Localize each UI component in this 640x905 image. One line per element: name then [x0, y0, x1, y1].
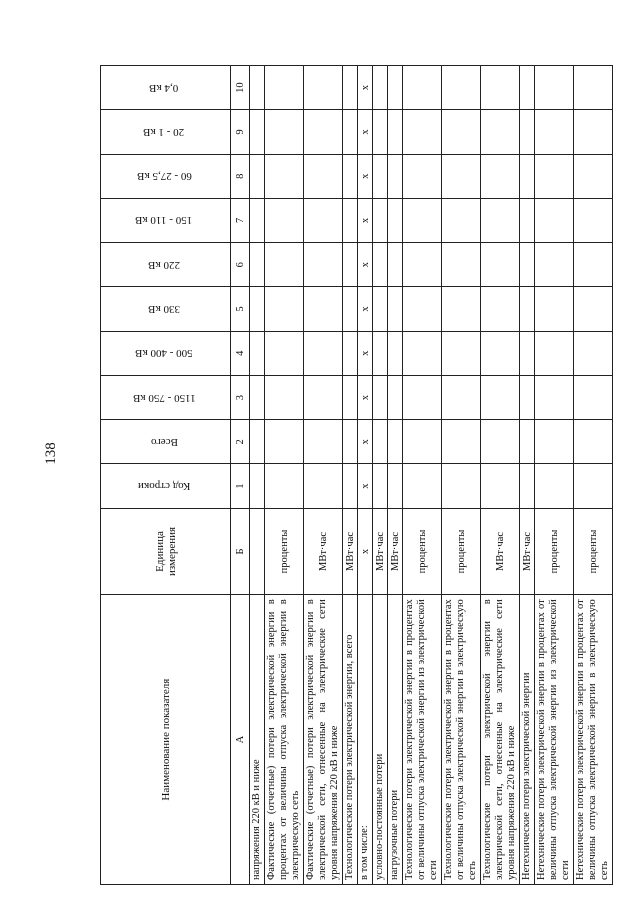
row-cell [574, 243, 613, 287]
index-cell: 8 [231, 154, 250, 198]
header-row [101, 66, 231, 885]
row-cell [373, 331, 388, 375]
header-330-label: 330 кВ [148, 303, 180, 316]
row-name: напряжения 220 кВ и ниже [250, 595, 265, 885]
row-cell [250, 375, 265, 419]
table-row [403, 66, 442, 885]
index-cell: Б [231, 508, 250, 595]
page-number: 138 [42, 442, 59, 465]
row-cell [250, 198, 265, 242]
index-cell: 6 [231, 243, 250, 287]
index-cell: 3 [231, 375, 250, 419]
row-cell [250, 420, 265, 464]
table-row [388, 66, 403, 885]
row-cell [535, 287, 574, 331]
row-cell [343, 420, 358, 464]
header-150 [101, 198, 231, 242]
row-name: в том числе: [358, 595, 373, 885]
table-row [520, 66, 535, 885]
row-cell [373, 154, 388, 198]
row-name: Нетехнические потери электрической энергии в процентах от величины отпуска электрической энергии в электрическую сеть [574, 595, 613, 885]
table-row [265, 66, 304, 885]
row-cell [388, 154, 403, 198]
row-cell [520, 331, 535, 375]
header-20 [101, 110, 231, 154]
row-unit: МВт·час [343, 508, 358, 595]
row-unit: МВт·час [388, 508, 403, 595]
table-row [535, 66, 574, 885]
row-cell [520, 287, 535, 331]
table-row [304, 66, 343, 885]
row-cell: x [358, 243, 373, 287]
row-cell [481, 464, 520, 508]
row-cell [442, 375, 481, 419]
row-unit: МВт·час [481, 508, 520, 595]
table-body [250, 66, 613, 885]
table-row [442, 66, 481, 885]
row-cell [304, 287, 343, 331]
row-cell: x [358, 110, 373, 154]
row-cell [403, 243, 442, 287]
row-cell [343, 154, 358, 198]
row-cell [265, 287, 304, 331]
row-cell [481, 66, 520, 110]
row-cell [250, 66, 265, 110]
row-cell [535, 464, 574, 508]
header-total-label: Всего [150, 435, 178, 448]
header-1150 [101, 375, 231, 419]
row-cell: x [358, 464, 373, 508]
row-cell [304, 375, 343, 419]
index-cell: 1 [231, 464, 250, 508]
row-cell [388, 198, 403, 242]
header-60-label: 60 - 27,5 кВ [136, 170, 192, 183]
row-name: Нетехнические потери электрической энергии [520, 595, 535, 885]
row-cell [250, 464, 265, 508]
row-cell [481, 110, 520, 154]
header-total [101, 420, 231, 464]
row-cell [442, 420, 481, 464]
row-unit [250, 508, 265, 595]
row-cell [442, 66, 481, 110]
row-cell [388, 375, 403, 419]
row-cell [535, 110, 574, 154]
row-cell [535, 154, 574, 198]
row-cell [373, 420, 388, 464]
row-cell: x [358, 420, 373, 464]
index-cell: 9 [231, 110, 250, 154]
header-04-label: 0,4 кВ [149, 81, 179, 94]
row-cell [265, 198, 304, 242]
row-name: Нетехнические потери электрической энергии в процентах от величины отпуска электрической энергии из электрической сети [535, 595, 574, 885]
row-unit: x [358, 508, 373, 595]
row-cell [304, 420, 343, 464]
row-unit: проценты [442, 508, 481, 595]
row-cell [442, 331, 481, 375]
row-cell [304, 243, 343, 287]
row-cell: x [358, 375, 373, 419]
row-cell [265, 420, 304, 464]
row-cell [343, 243, 358, 287]
row-cell [250, 243, 265, 287]
row-cell [388, 420, 403, 464]
header-1150-label: 1150 - 750 кВ [132, 391, 196, 404]
row-cell [388, 331, 403, 375]
row-cell [265, 331, 304, 375]
row-cell [265, 243, 304, 287]
row-cell [265, 66, 304, 110]
row-cell [250, 154, 265, 198]
header-220-label: 220 кВ [148, 258, 180, 271]
row-cell [520, 198, 535, 242]
row-cell [304, 66, 343, 110]
row-cell [442, 464, 481, 508]
row-cell [373, 375, 388, 419]
row-cell [343, 331, 358, 375]
index-cell: 7 [231, 198, 250, 242]
row-unit: МВт·час [373, 508, 388, 595]
row-cell [574, 154, 613, 198]
row-cell [265, 110, 304, 154]
row-cell [520, 464, 535, 508]
row-cell [403, 331, 442, 375]
row-cell [403, 420, 442, 464]
table-row [343, 66, 358, 885]
row-cell [520, 420, 535, 464]
row-cell [373, 243, 388, 287]
row-cell [520, 66, 535, 110]
row-cell [343, 66, 358, 110]
row-unit: МВт·час [520, 508, 535, 595]
row-cell [343, 464, 358, 508]
header-330 [101, 287, 231, 331]
row-cell [250, 331, 265, 375]
header-name: Наименование показателя [101, 595, 231, 885]
header-500-label: 500 - 400 кВ [135, 347, 193, 360]
row-cell [304, 464, 343, 508]
header-150-label: 150 - 110 кВ [135, 214, 193, 227]
row-cell [574, 420, 613, 464]
row-cell [373, 110, 388, 154]
row-cell [535, 331, 574, 375]
row-cell [250, 110, 265, 154]
row-cell [442, 243, 481, 287]
row-unit: МВт·час [304, 508, 343, 595]
index-cell: 2 [231, 420, 250, 464]
row-cell: x [358, 66, 373, 110]
row-name: Фактические (отчетные) потери электрической энергии в электрической сети, отнесенные на электрические сети уровня напряжения 220 кВ и ниже [304, 595, 343, 885]
row-cell [481, 243, 520, 287]
row-cell [520, 243, 535, 287]
row-cell [481, 375, 520, 419]
row-cell [403, 375, 442, 419]
row-cell: x [358, 198, 373, 242]
row-cell [388, 66, 403, 110]
header-code [101, 464, 231, 508]
row-cell [574, 464, 613, 508]
row-cell: x [358, 154, 373, 198]
row-unit: проценты [403, 508, 442, 595]
row-cell [574, 375, 613, 419]
row-cell [574, 66, 613, 110]
row-cell [574, 110, 613, 154]
row-cell [481, 331, 520, 375]
row-cell [442, 198, 481, 242]
row-cell [343, 375, 358, 419]
row-cell [388, 243, 403, 287]
table-row [250, 66, 265, 885]
row-cell [304, 331, 343, 375]
row-cell [481, 154, 520, 198]
row-cell [520, 154, 535, 198]
row-name: Технологические потери электрической энергии в процентах от величины отпуска электрической энергии в электрическую сеть [442, 595, 481, 885]
table-row [358, 66, 373, 885]
index-row [231, 66, 250, 885]
row-unit: проценты [574, 508, 613, 595]
index-cell: 10 [231, 66, 250, 110]
row-cell [535, 198, 574, 242]
row-cell [250, 287, 265, 331]
row-cell [265, 375, 304, 419]
header-220 [101, 243, 231, 287]
row-cell [574, 198, 613, 242]
row-cell [388, 110, 403, 154]
row-cell [442, 110, 481, 154]
row-name: Фактические (отчетные) потери электрической энергии в процентах от величины отпуска электрической энергии в электрическую сеть [265, 595, 304, 885]
row-cell [481, 198, 520, 242]
row-cell [520, 375, 535, 419]
row-cell [403, 110, 442, 154]
row-cell [403, 464, 442, 508]
row-cell [343, 198, 358, 242]
header-unit: Единица измерения [101, 508, 231, 595]
row-cell [304, 110, 343, 154]
row-name: условно-постоянные потери [373, 595, 388, 885]
header-20-label: 20 - 1 кВ [143, 125, 185, 138]
row-cell [481, 287, 520, 331]
row-cell [265, 154, 304, 198]
row-cell [481, 420, 520, 464]
row-cell [442, 287, 481, 331]
row-cell [373, 287, 388, 331]
row-cell [403, 198, 442, 242]
row-cell [535, 375, 574, 419]
row-unit: проценты [265, 508, 304, 595]
table-row [481, 66, 520, 885]
rotated-table-container [100, 65, 610, 885]
row-cell: x [358, 287, 373, 331]
row-cell [388, 287, 403, 331]
row-cell [304, 154, 343, 198]
row-name: нагрузочные потери [388, 595, 403, 885]
header-04 [101, 66, 231, 110]
row-cell: x [358, 331, 373, 375]
row-name: Технологические потери электрической энергии в электрической сети, отнесенные на электрические сети уровня напряжения 220 кВ и ниже [481, 595, 520, 885]
row-cell [388, 464, 403, 508]
row-cell [520, 110, 535, 154]
row-cell [574, 287, 613, 331]
row-cell [373, 66, 388, 110]
table-row [574, 66, 613, 885]
row-cell [535, 420, 574, 464]
row-cell [343, 110, 358, 154]
index-cell: А [231, 595, 250, 885]
row-name: Технологические потери электрической энергии в процентах от величины отпуска электрической энергии из электрической сети [403, 595, 442, 885]
index-cell: 5 [231, 287, 250, 331]
index-cell: 4 [231, 331, 250, 375]
row-cell [304, 198, 343, 242]
row-cell [343, 287, 358, 331]
losses-table [100, 65, 613, 885]
row-cell [442, 154, 481, 198]
row-cell [535, 66, 574, 110]
header-code-label: Код строки [137, 480, 191, 493]
row-cell [373, 198, 388, 242]
row-cell [535, 243, 574, 287]
header-500 [101, 331, 231, 375]
row-cell [574, 331, 613, 375]
row-unit: проценты [535, 508, 574, 595]
row-cell [403, 287, 442, 331]
row-cell [265, 464, 304, 508]
row-cell [403, 66, 442, 110]
row-cell [403, 154, 442, 198]
row-name: Технологические потери электрической энергии, всего [343, 595, 358, 885]
header-60 [101, 154, 231, 198]
row-cell [373, 464, 388, 508]
table-row [373, 66, 388, 885]
